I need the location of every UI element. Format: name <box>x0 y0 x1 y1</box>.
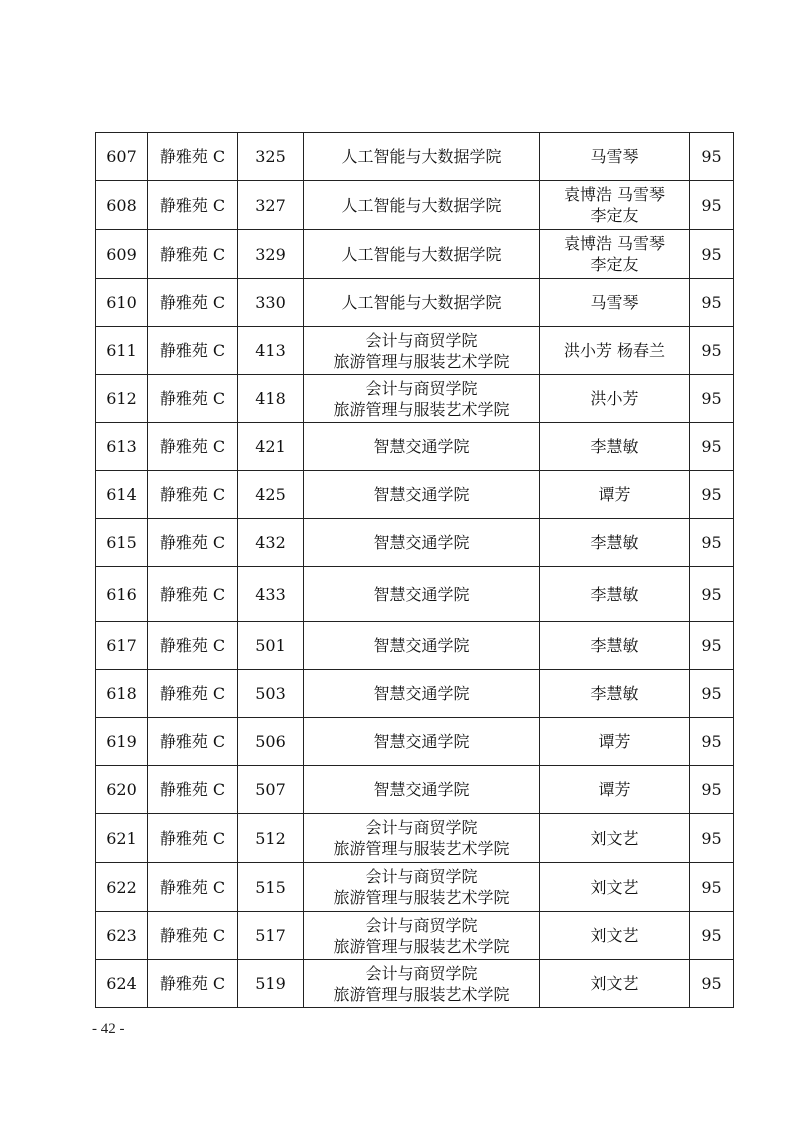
college-cell <box>304 567 540 622</box>
table-row <box>96 622 734 670</box>
score-cell: 95 <box>690 622 734 670</box>
building-cell: 静雅苑 C <box>148 181 238 230</box>
teacher-line: 刘文艺 <box>590 974 639 993</box>
building-cell: 静雅苑 C <box>148 471 238 519</box>
score-cell: 95 <box>690 230 734 279</box>
building-cell: 静雅苑 C <box>148 230 238 279</box>
teacher-line: 洪小芳 <box>590 389 639 408</box>
building-cell: 静雅苑 C <box>148 960 238 1008</box>
table-row <box>96 863 734 912</box>
college-cell <box>304 181 540 230</box>
college-line: 智慧交通学院 <box>373 485 470 504</box>
score-cell: 95 <box>690 718 734 766</box>
score-cell: 95 <box>690 960 734 1008</box>
college-line: 智慧交通学院 <box>373 437 470 456</box>
room-number-cell: 432 <box>238 519 304 567</box>
row-number-cell: 616 <box>96 567 148 622</box>
teacher-line: 谭芳 <box>598 732 631 751</box>
row-number-cell: 613 <box>96 423 148 471</box>
college-cell <box>304 230 540 279</box>
college-line: 会计与商贸学院 <box>365 915 478 935</box>
table-row <box>96 279 734 327</box>
teacher-cell <box>540 279 690 327</box>
teacher-line: 袁博浩 马雪琴 <box>563 185 666 204</box>
teacher-line: 李慧敏 <box>590 533 639 552</box>
teacher-cell <box>540 814 690 863</box>
college-line: 会计与商贸学院 <box>365 818 478 837</box>
teacher-cell <box>540 567 690 622</box>
teacher-line: 刘文艺 <box>590 926 639 945</box>
row-number-cell: 614 <box>96 471 148 519</box>
college-cell <box>304 718 540 766</box>
row-number-cell: 612 <box>96 375 148 423</box>
row-number-cell: 621 <box>96 814 148 863</box>
score-cell: 95 <box>690 766 734 814</box>
room-number-cell: 501 <box>238 622 304 670</box>
teacher-line: 袁博浩 马雪琴 <box>563 234 666 253</box>
college-cell <box>304 471 540 519</box>
college-cell <box>304 912 540 960</box>
teacher-line: 刘文艺 <box>590 828 639 848</box>
room-number-cell: 517 <box>238 912 304 960</box>
teacher-line: 马雪琴 <box>590 293 639 312</box>
room-number-cell: 503 <box>238 670 304 718</box>
score-cell: 95 <box>690 181 734 230</box>
teacher-line: 谭芳 <box>598 780 631 799</box>
room-number-cell: 329 <box>238 230 304 279</box>
score-cell: 95 <box>690 863 734 912</box>
college-line: 人工智能与大数据学院 <box>341 244 502 264</box>
building-cell: 静雅苑 C <box>148 718 238 766</box>
college-cell <box>304 863 540 912</box>
room-number-cell: 506 <box>238 718 304 766</box>
college-line: 智慧交通学院 <box>373 584 470 604</box>
teacher-cell <box>540 423 690 471</box>
teacher-cell <box>540 622 690 670</box>
college-line: 人工智能与大数据学院 <box>341 147 502 166</box>
teacher-line: 谭芳 <box>598 485 631 504</box>
row-number-cell: 620 <box>96 766 148 814</box>
college-line: 旅游管理与服装艺术学院 <box>333 399 510 419</box>
score-cell: 95 <box>690 279 734 327</box>
room-number-cell: 507 <box>238 766 304 814</box>
room-number-cell: 515 <box>238 863 304 912</box>
table-row <box>96 814 734 863</box>
college-cell <box>304 133 540 181</box>
row-number-cell: 622 <box>96 863 148 912</box>
college-cell <box>304 519 540 567</box>
score-cell: 95 <box>690 670 734 718</box>
building-cell: 静雅苑 C <box>148 814 238 863</box>
row-number-cell: 611 <box>96 327 148 375</box>
table-row <box>96 471 734 519</box>
row-number-cell: 619 <box>96 718 148 766</box>
score-cell: 95 <box>690 375 734 423</box>
room-number-cell: 413 <box>238 327 304 375</box>
college-cell <box>304 670 540 718</box>
building-cell: 静雅苑 C <box>148 912 238 960</box>
table-row <box>96 327 734 375</box>
college-line: 会计与商贸学院 <box>365 963 478 983</box>
teacher-line: 李慧敏 <box>590 437 639 456</box>
teacher-line: 洪小芳 杨春兰 <box>563 341 666 360</box>
college-cell <box>304 423 540 471</box>
teacher-line: 李定友 <box>590 206 639 225</box>
college-line: 智慧交通学院 <box>373 780 470 799</box>
table-row <box>96 423 734 471</box>
college-cell <box>304 960 540 1008</box>
building-cell: 静雅苑 C <box>148 133 238 181</box>
dormitory-score-table <box>95 132 734 1008</box>
table-row <box>96 567 734 622</box>
teacher-cell <box>540 960 690 1008</box>
teacher-cell <box>540 718 690 766</box>
building-cell: 静雅苑 C <box>148 863 238 912</box>
teacher-cell <box>540 471 690 519</box>
teacher-cell <box>540 133 690 181</box>
college-cell <box>304 622 540 670</box>
college-line: 旅游管理与服装艺术学院 <box>333 888 510 907</box>
teacher-cell <box>540 327 690 375</box>
table-row <box>96 718 734 766</box>
row-number-cell: 610 <box>96 279 148 327</box>
row-number-cell: 624 <box>96 960 148 1008</box>
room-number-cell: 425 <box>238 471 304 519</box>
teacher-cell <box>540 375 690 423</box>
building-cell: 静雅苑 C <box>148 279 238 327</box>
college-line: 智慧交通学院 <box>373 684 470 703</box>
score-cell: 95 <box>690 567 734 622</box>
row-number-cell: 607 <box>96 133 148 181</box>
building-cell: 静雅苑 C <box>148 567 238 622</box>
building-cell: 静雅苑 C <box>148 622 238 670</box>
table-row <box>96 519 734 567</box>
table-row <box>96 133 734 181</box>
room-number-cell: 421 <box>238 423 304 471</box>
teacher-line: 李慧敏 <box>590 584 639 604</box>
table-row <box>96 230 734 279</box>
room-number-cell: 327 <box>238 181 304 230</box>
college-cell <box>304 279 540 327</box>
building-cell: 静雅苑 C <box>148 670 238 718</box>
building-cell: 静雅苑 C <box>148 766 238 814</box>
score-cell: 95 <box>690 814 734 863</box>
table-row <box>96 181 734 230</box>
teacher-line: 李定友 <box>590 255 639 274</box>
page-number: - 42 - <box>92 1021 125 1037</box>
row-number-cell: 615 <box>96 519 148 567</box>
college-line: 旅游管理与服装艺术学院 <box>333 351 510 371</box>
room-number-cell: 418 <box>238 375 304 423</box>
building-cell: 静雅苑 C <box>148 375 238 423</box>
room-number-cell: 325 <box>238 133 304 181</box>
room-number-cell: 433 <box>238 567 304 622</box>
college-line: 人工智能与大数据学院 <box>341 195 502 215</box>
score-cell: 95 <box>690 519 734 567</box>
college-cell <box>304 766 540 814</box>
room-number-cell: 512 <box>238 814 304 863</box>
score-cell: 95 <box>690 471 734 519</box>
college-line: 旅游管理与服装艺术学院 <box>333 936 510 956</box>
college-line: 智慧交通学院 <box>373 533 470 552</box>
college-line: 智慧交通学院 <box>373 732 470 751</box>
score-cell: 95 <box>690 912 734 960</box>
teacher-cell <box>540 863 690 912</box>
building-cell: 静雅苑 C <box>148 423 238 471</box>
room-number-cell: 519 <box>238 960 304 1008</box>
score-cell: 95 <box>690 327 734 375</box>
college-cell <box>304 327 540 375</box>
teacher-line: 马雪琴 <box>590 147 639 166</box>
teacher-cell <box>540 181 690 230</box>
college-line: 旅游管理与服装艺术学院 <box>333 839 510 858</box>
table-row <box>96 912 734 960</box>
room-number-cell: 330 <box>238 279 304 327</box>
row-number-cell: 623 <box>96 912 148 960</box>
row-number-cell: 608 <box>96 181 148 230</box>
row-number-cell: 617 <box>96 622 148 670</box>
score-cell: 95 <box>690 133 734 181</box>
table-row <box>96 960 734 1008</box>
teacher-line: 李慧敏 <box>590 636 639 655</box>
row-number-cell: 609 <box>96 230 148 279</box>
college-line: 会计与商贸学院 <box>365 330 478 350</box>
college-line: 智慧交通学院 <box>373 636 470 655</box>
college-line: 人工智能与大数据学院 <box>341 293 502 312</box>
row-number-cell: 618 <box>96 670 148 718</box>
college-line: 会计与商贸学院 <box>365 867 478 886</box>
teacher-cell <box>540 670 690 718</box>
table-body <box>96 133 734 1008</box>
college-cell <box>304 375 540 423</box>
teacher-line: 李慧敏 <box>590 684 639 703</box>
college-cell <box>304 814 540 863</box>
college-line: 会计与商贸学院 <box>365 378 478 398</box>
teacher-cell <box>540 766 690 814</box>
teacher-cell <box>540 519 690 567</box>
score-cell: 95 <box>690 423 734 471</box>
table-row <box>96 670 734 718</box>
building-cell: 静雅苑 C <box>148 327 238 375</box>
building-cell: 静雅苑 C <box>148 519 238 567</box>
teacher-cell <box>540 912 690 960</box>
college-line: 旅游管理与服装艺术学院 <box>333 984 510 1004</box>
table-row <box>96 766 734 814</box>
table-row <box>96 375 734 423</box>
teacher-line: 刘文艺 <box>590 877 639 897</box>
teacher-cell <box>540 230 690 279</box>
